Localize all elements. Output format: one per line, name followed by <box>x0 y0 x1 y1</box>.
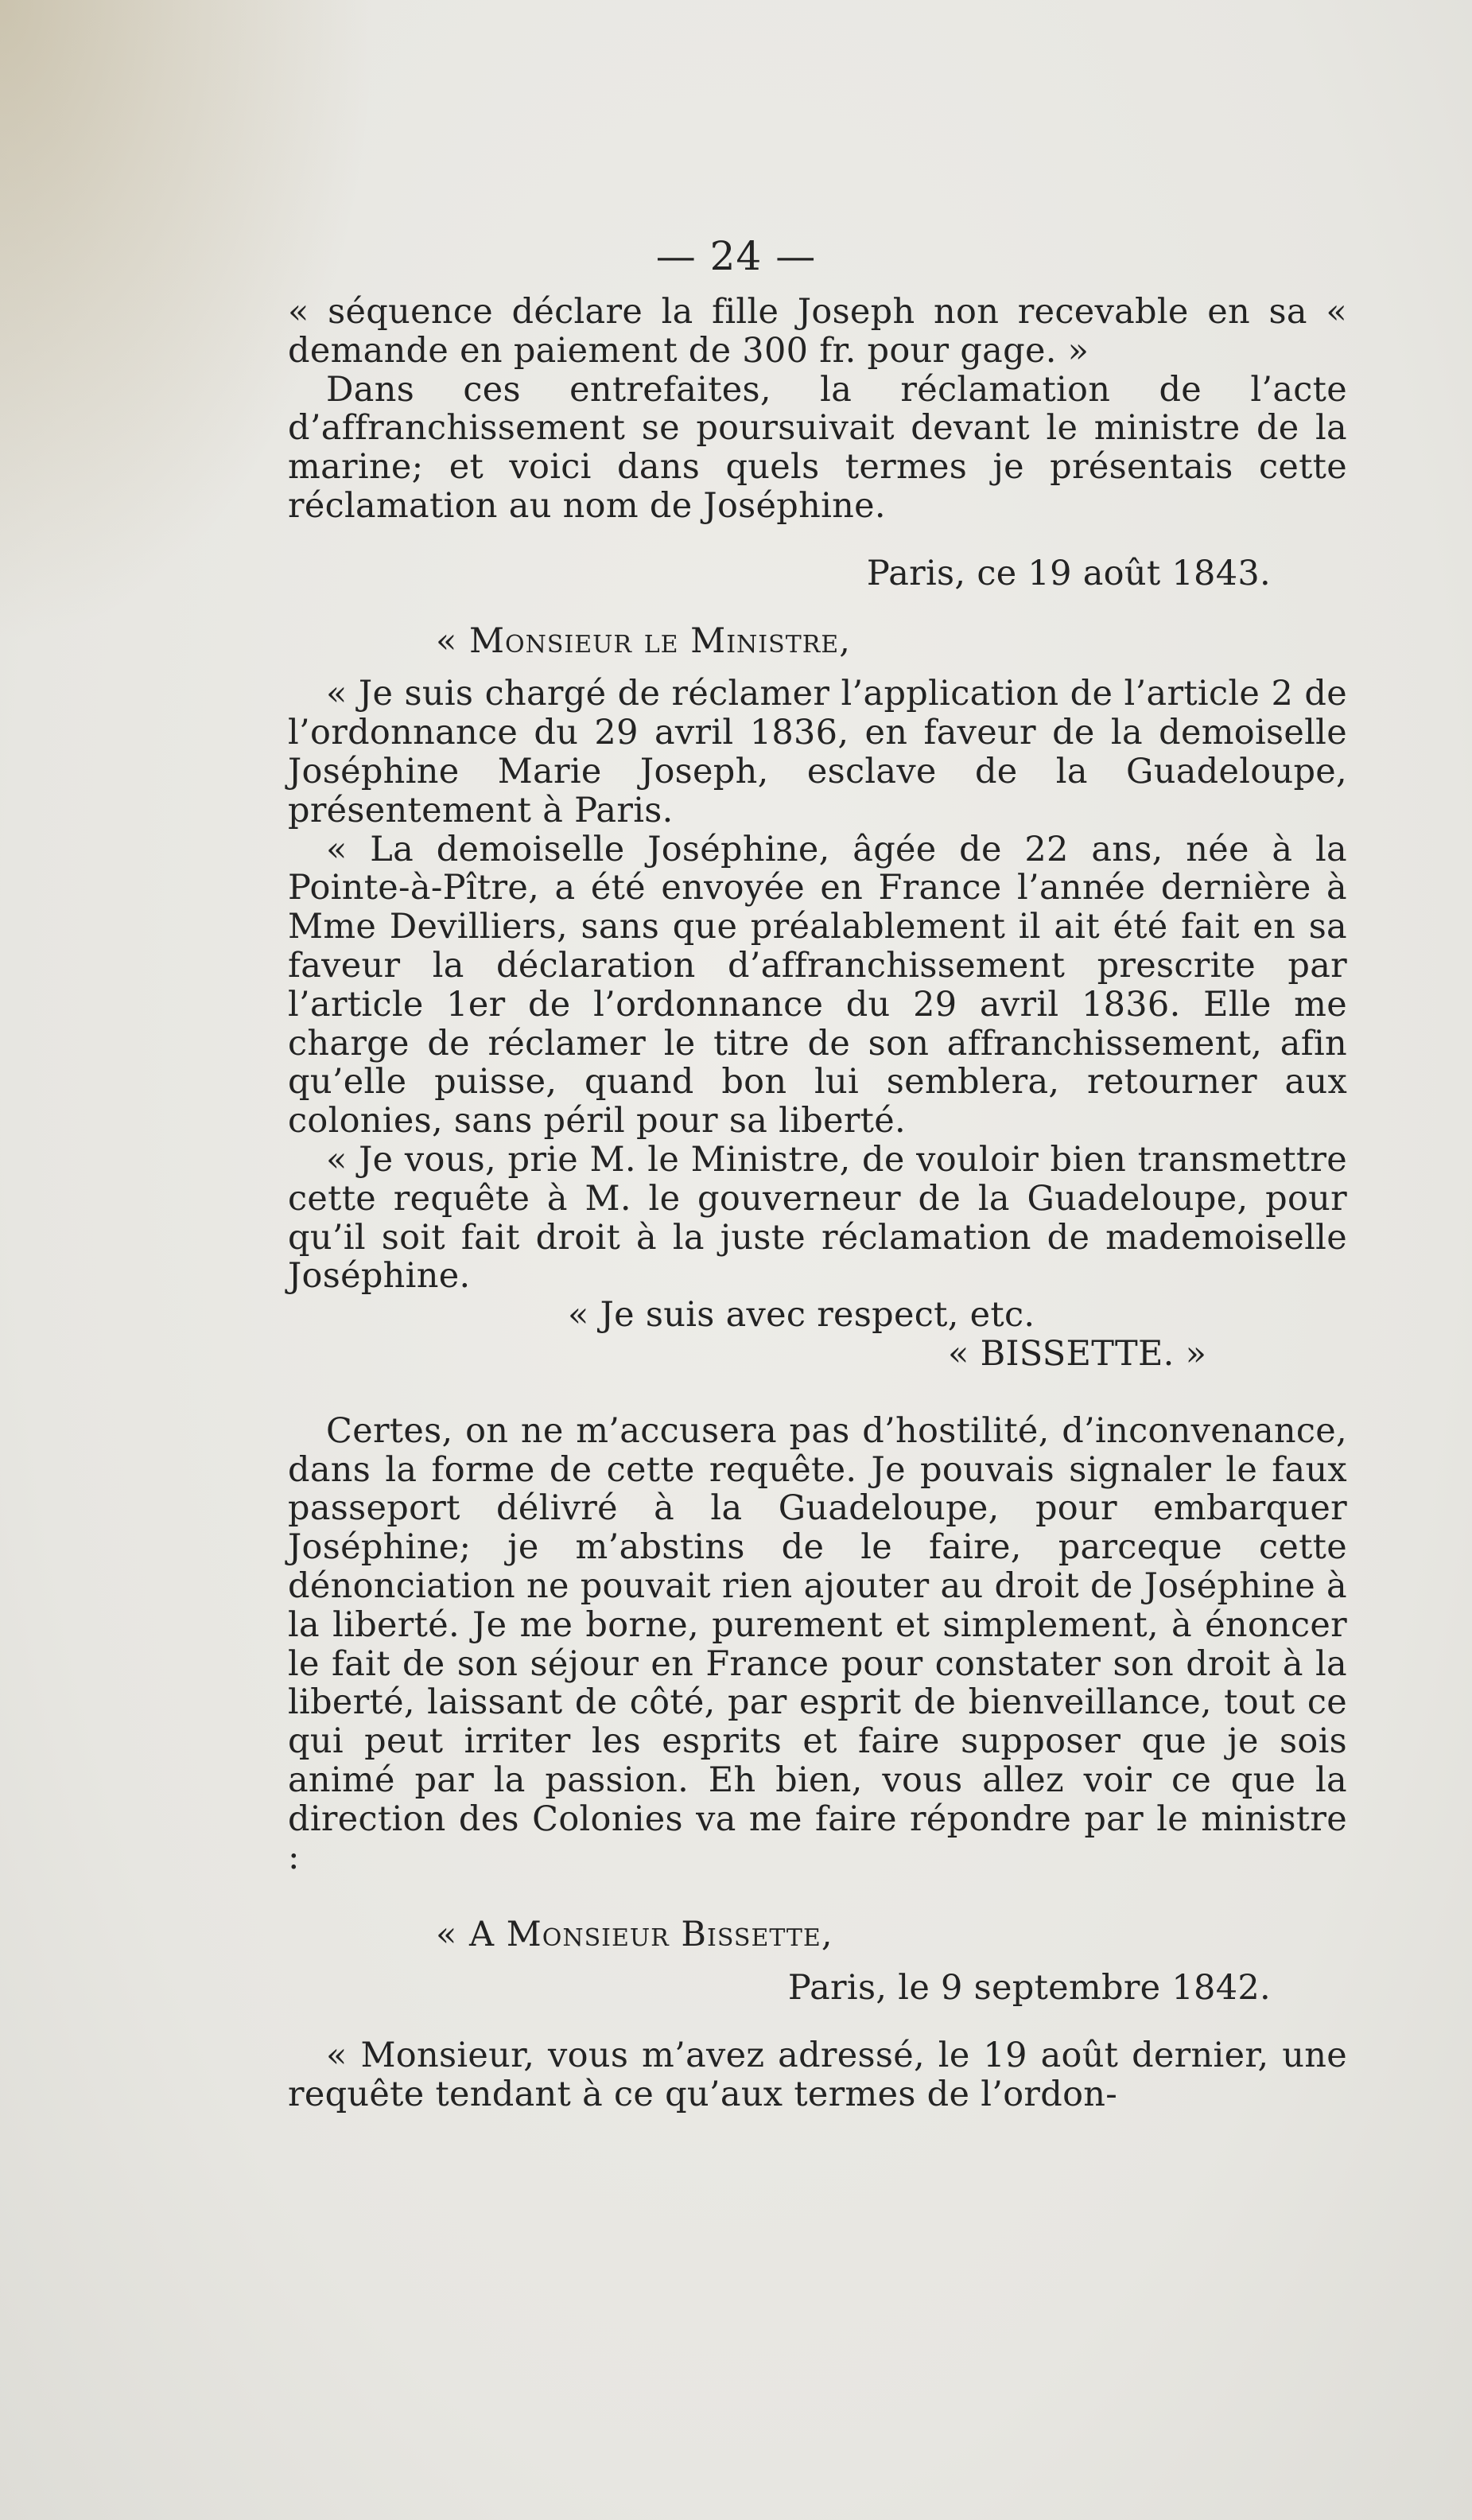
page-body <box>288 293 1347 2114</box>
reply-date: Paris, le 9 septembre 1842. <box>787 1968 1271 2009</box>
paragraph-intro: Dans ces entrefaites, la réclamation de l’acte d’affranchissement se poursuivait devant le ministre de la marine; et voici dans quels termes je présentais cette réclamation au nom de Joséphine. <box>288 369 1347 526</box>
reply-salutation: « A Monsieur Bissette, <box>436 1915 833 1955</box>
letter-paragraph-2: « La demoiselle Joséphine, âgée de 22 ans, née à la Pointe-à-Pître, a été envoyée en France l’année dernière à Mme Devilliers, sans que préalablement il ait été fait en sa faveur la déclaration d’affranchissement prescrite par l’article 1er de l’ordonnance du 29 avril 1836. Elle me charge de réclamer le titre de son affranchissement, afin qu’elle puisse, quand bon lui semblera, retourner aux colonies, sans péril pour sa liberté. <box>288 829 1347 1141</box>
letter-closing: « Je suis avec respect, etc. <box>568 1295 1035 1336</box>
paragraph-commentary: Certes, on ne m’accusera pas d’hostilité, d’inconvenance, dans la forme de cette requête. Je pouvais signaler le faux passeport délivré à la Guadeloupe, pour embarquer Joséphine; je m’abstins de le faire, parceque cette dénonciation ne pouvait rien ajouter au droit de Joséphine à la liberté. Je me borne, purement et simplement, à énoncer le fait de son séjour en France pour constater son droit à la liberté, laissant de côté, par esprit de bienveillance, tout ce qui peut irriter les esprits et faire supposer que je sois animé par la passion. Eh bien, vous allez voir ce que la direction des Colonies va me faire répondre par le ministre : <box>288 1410 1347 1878</box>
page-number: — 24 — <box>655 233 817 279</box>
letter-paragraph-3: « Je vous, prie M. le Ministre, de vouloir bien transmettre cette requête à M. le gouverneur de la Guadeloupe, pour qu’il soit fait droit à la juste réclamation de mademoiselle Joséphine. <box>288 1139 1347 1297</box>
letter-paragraph-1: « Je suis chargé de réclamer l’application de l’article 2 de l’ordonnance du 29 avril 1836, en faveur de la demoiselle Joséphine Marie Joseph, esclave de la Guadeloupe, présentement à Paris. <box>288 674 1347 830</box>
letter-date: Paris, ce 19 août 1843. <box>866 553 1271 593</box>
letter-salutation: « Monsieur le Ministre, <box>436 620 851 661</box>
paragraph-quote-end: « séquence déclare la fille Joseph non recevable en sa « demande en paiement de 300 fr. pour gage. » <box>288 292 1347 371</box>
reply-paragraph-1: « Monsieur, vous m’avez adressé, le 19 août dernier, une requête tendant à ce qu’aux termes de l’ordon- <box>288 2035 1347 2114</box>
letter-signature: « BISSETTE. » <box>948 1333 1207 1374</box>
